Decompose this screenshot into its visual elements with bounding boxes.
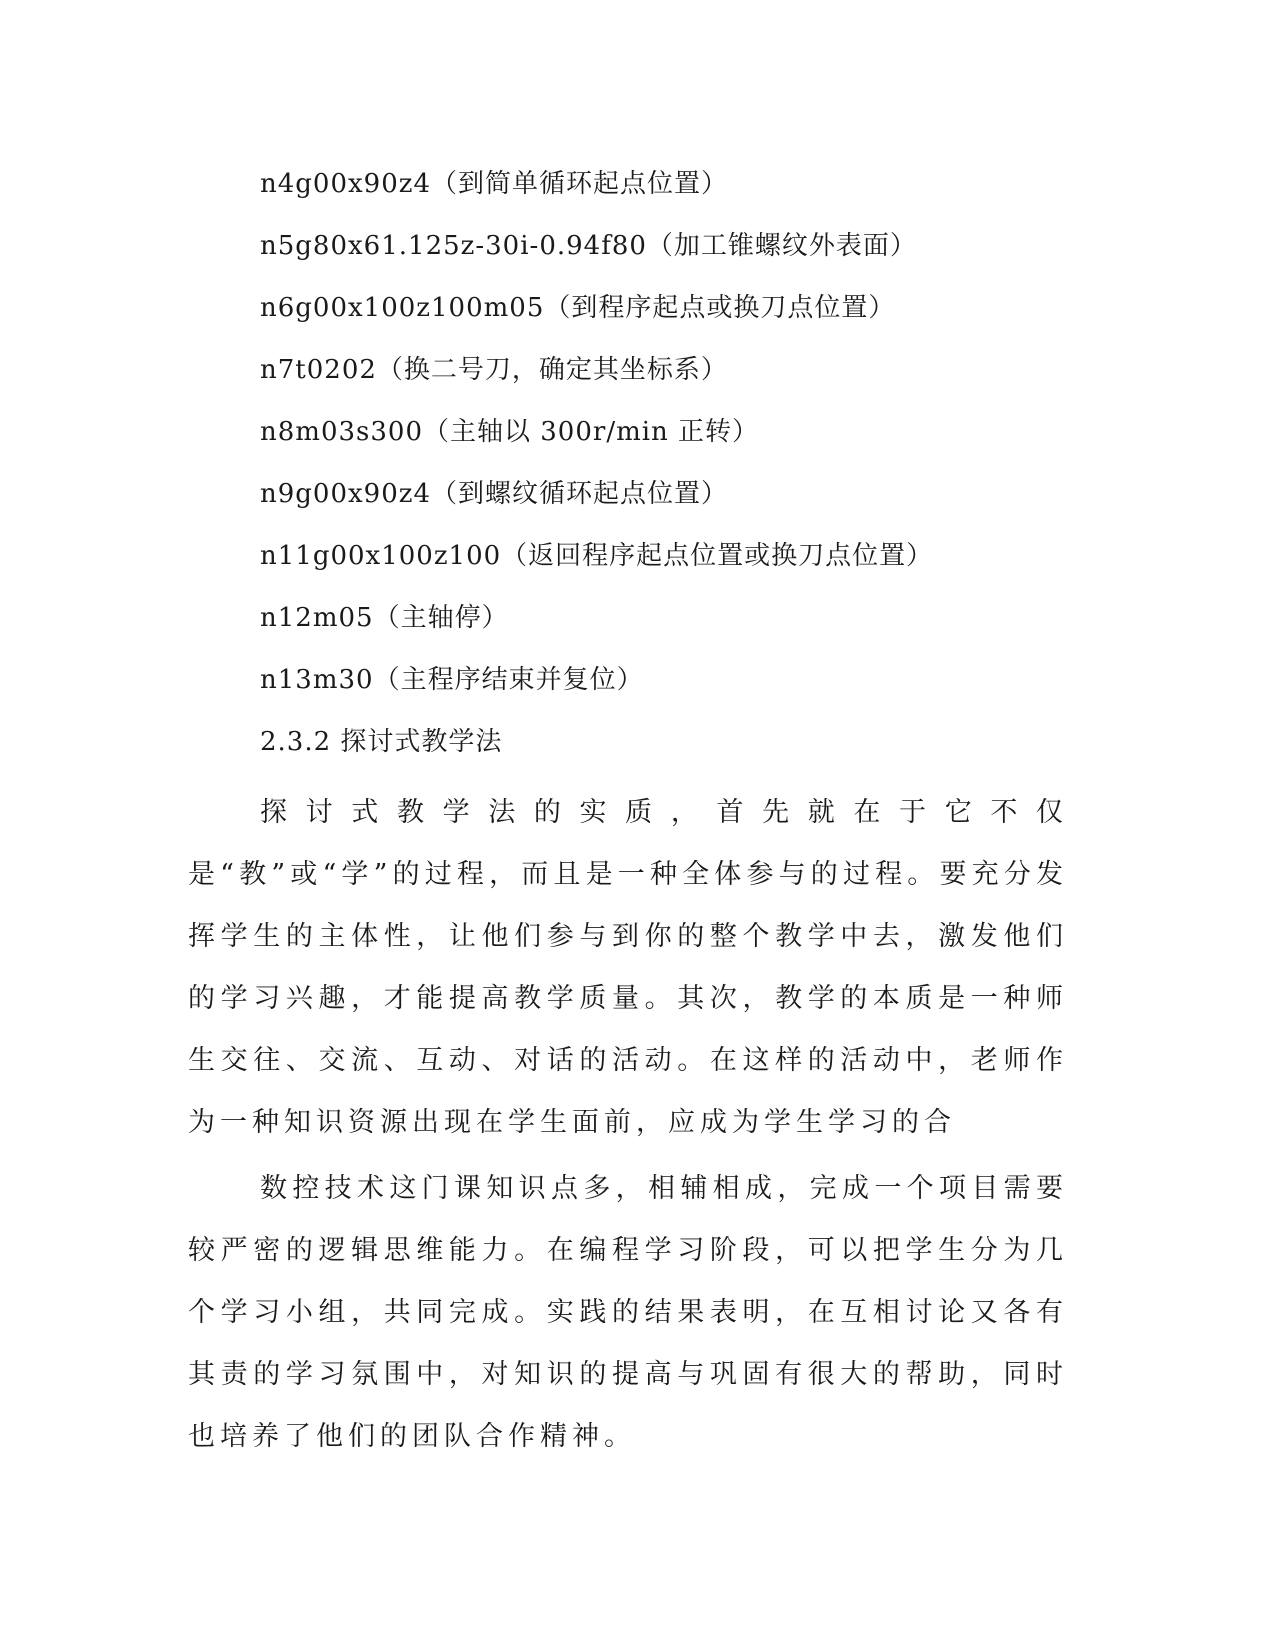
program-line: n11g00x100z100（返回程序起点位置或换刀点位置） xyxy=(260,541,934,571)
program-code-listing xyxy=(0,162,1275,1468)
body-paragraph: 探讨式教学法的实质，首先就在于它不仅是“教”或“学”的过程，而且是一种全体参与的过程。要充分发挥学生的主体性，让他们参与到你的整个教学中去，激发他们的学习兴趣，才能提高教学质量。其次，教学的本质是一种师生交往、交流、互动、对话的活动。在这样的活动中，老师作为一种知识资源出现在学生面前，应成为学生学习的合 xyxy=(188,797,1068,1138)
program-line: n13m30（主程序结束并复位） xyxy=(260,665,644,695)
program-line: n9g00x90z4（到螺纹循环起点位置） xyxy=(260,479,729,509)
program-line: n8m03s300（主轴以 300r/min 正转） xyxy=(260,417,760,447)
program-line: n7t0202（换二号刀，确定其坐标系） xyxy=(260,355,728,385)
program-line: n6g00x100z100m05（到程序起点或换刀点位置） xyxy=(260,293,896,323)
body-paragraph: 数控技术这门课知识点多，相辅相成，完成一个项目需要较严密的逻辑思维能力。在编程学习阶段，可以把学生分为几个学习小组，共同完成。实践的结果表明，在互相讨论又各有其责的学习氛围中，对知识的提高与巩固有很大的帮助，同时也培养了他们的团队合作精神。 xyxy=(188,1173,1068,1452)
program-line: n5g80x61.125z-30i-0.94f80（加工锥螺纹外表面） xyxy=(260,231,917,261)
program-line: n12m05（主轴停） xyxy=(260,603,509,633)
program-line: n4g00x90z4（到简单循环起点位置） xyxy=(260,169,729,199)
section-heading: 2.3.2 探讨式教学法 xyxy=(260,727,503,757)
